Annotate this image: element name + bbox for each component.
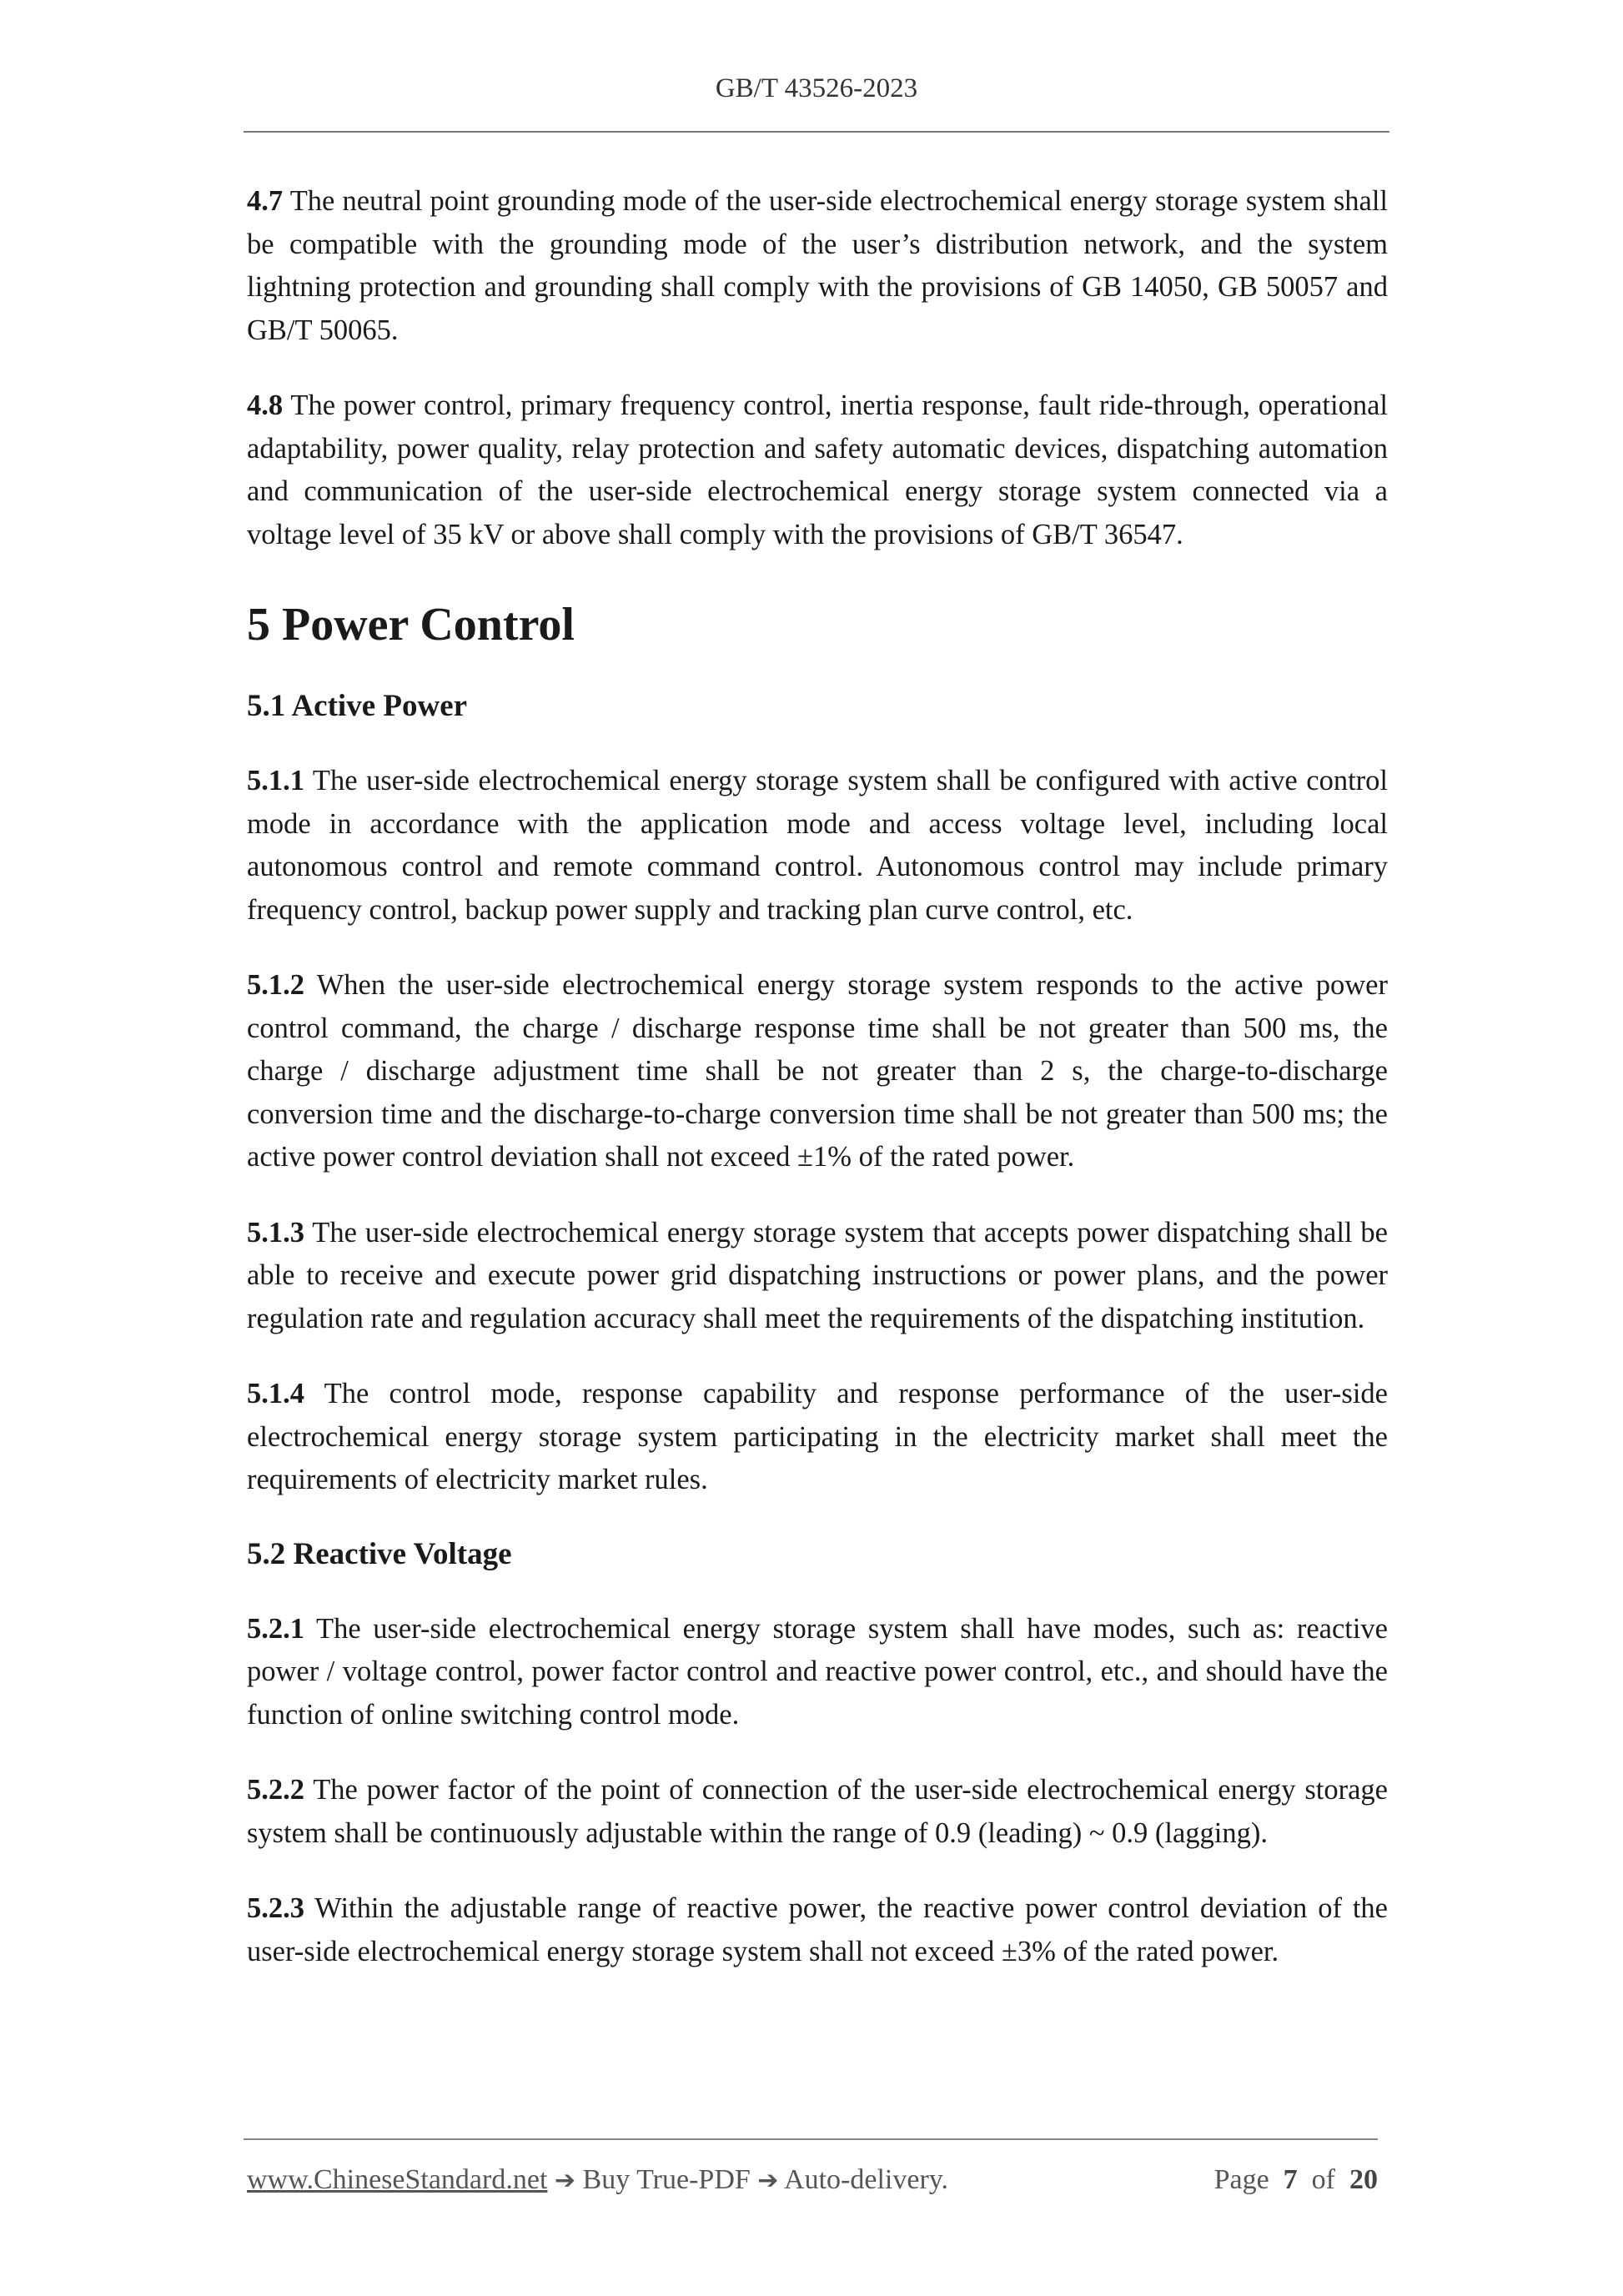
arrow-right-icon: ➔: [757, 2166, 779, 2195]
page-header: GB/T 43526-2023: [715, 73, 918, 103]
clause-number: 4.8: [247, 389, 284, 421]
clause-5-1-3: [247, 1212, 1388, 1341]
page-word: Page: [1213, 2164, 1269, 2195]
clause-number: 5.1.1: [247, 765, 304, 796]
page-number: 7: [1283, 2164, 1298, 2195]
clause-text: Within the adjustable range of reactive power, the reactive power control deviation of the user-side electrochemical energy storage system shall not exceed ±3% of the rated power.: [247, 1892, 1388, 1967]
clause-number: 5.1.3: [247, 1216, 304, 1248]
clause-5-1-2: [247, 964, 1388, 1179]
clause-4-8: [247, 384, 1388, 556]
clause-text: The user-side electrochemical energy storage system shall have modes, such as: reactive power / voltage control, power factor control and reactive power control, etc., and should have the function of online switching control mode.: [247, 1612, 1388, 1731]
page-body: [247, 180, 1388, 2006]
clause-text: The user-side electrochemical energy storage system that accepts power dispatching shall be able to receive and execute power grid dispatching instructions or power plans, and the power regulation rate and regulation accuracy shall meet the requirements of the dispatching institution.: [247, 1216, 1388, 1334]
clause-text: The user-side electrochemical energy storage system shall be configured with active control mode in accordance with the application mode and access voltage level, including local autonomous control and remote command control. Autonomous control may include primary frequency control, backup power supply and tracking plan curve control, etc.: [247, 765, 1388, 926]
clause-5-1-4: [247, 1373, 1388, 1502]
clause-4-7: [247, 180, 1388, 352]
clause-number: 5.1.4: [247, 1378, 304, 1409]
auto-delivery-text: Auto-delivery.: [778, 2164, 949, 2195]
footer-divider: [244, 2138, 1378, 2140]
page-footer: [247, 2162, 1378, 2199]
clause-text: When the user-side electrochemical energy storage system responds to the active power control command, the charge / discharge response time shall be not greater than 500 ms, the charge / discharge adjustment time shall be not greater than 2 s, the charge-to-discharge conversion time and the discharge-to-charge conversion time shall be not greater than 500 ms; the active power control deviation shall not exceed ±1% of the rated power.: [247, 969, 1388, 1173]
clause-number: 5.2.3: [247, 1892, 304, 1924]
arrow-right-icon: ➔: [554, 2166, 576, 2195]
clause-number: 5.2.1: [247, 1612, 304, 1645]
clause-5-2-2: [247, 1769, 1388, 1855]
clause-5-2-1: [247, 1608, 1388, 1737]
clause-5-1-1: [247, 760, 1388, 932]
clause-text: The power factor of the point of connection of the user-side electrochemical energy storage system shall be continuously adjustable within the range of 0.9 (leading) ~ 0.9 (lagging).: [247, 1774, 1388, 1849]
clause-text: The power control, primary frequency control, inertia response, fault ride-through, operational adaptability, power quality, relay protection and safety automatic devices, dispatching automation and communication of the user-side electrochemical energy storage system connected via a voltage level of 35 kV or above shall comply with the provisions of GB/T 36547.: [247, 389, 1388, 550]
of-word: of: [1311, 2164, 1335, 2195]
section-heading-5: 5 Power Control: [247, 599, 575, 651]
clause-number: 5.1.2: [247, 969, 304, 1001]
clause-5-2-3: [247, 1887, 1388, 1973]
clause-text: The neutral point grounding mode of the user-side electrochemical energy storage system shall be compatible with the grounding mode of the user’s distribution network, and the system lightning protection and grounding shall comply with the provisions of GB 14050, GB 50057 and GB/T 50065.: [247, 185, 1388, 346]
clause-number: 4.7: [247, 185, 284, 217]
header-divider: [244, 131, 1389, 133]
page-indicator: [1214, 2162, 1378, 2198]
page-total: 20: [1349, 2164, 1378, 2195]
website-link[interactable]: www.ChineseStandard.net: [247, 2164, 548, 2195]
buy-pdf-text: Buy True-PDF: [575, 2164, 758, 2195]
subsection-heading-5-2: 5.2 Reactive Voltage: [247, 1536, 512, 1571]
clause-text: The control mode, response capability and response performance of the user-side electrochemical energy storage system participating in the electricity market shall meet the requirements of electricity market rules.: [247, 1378, 1388, 1495]
subsection-heading-5-1: 5.1 Active Power: [247, 689, 468, 723]
clause-number: 5.2.2: [247, 1774, 304, 1806]
